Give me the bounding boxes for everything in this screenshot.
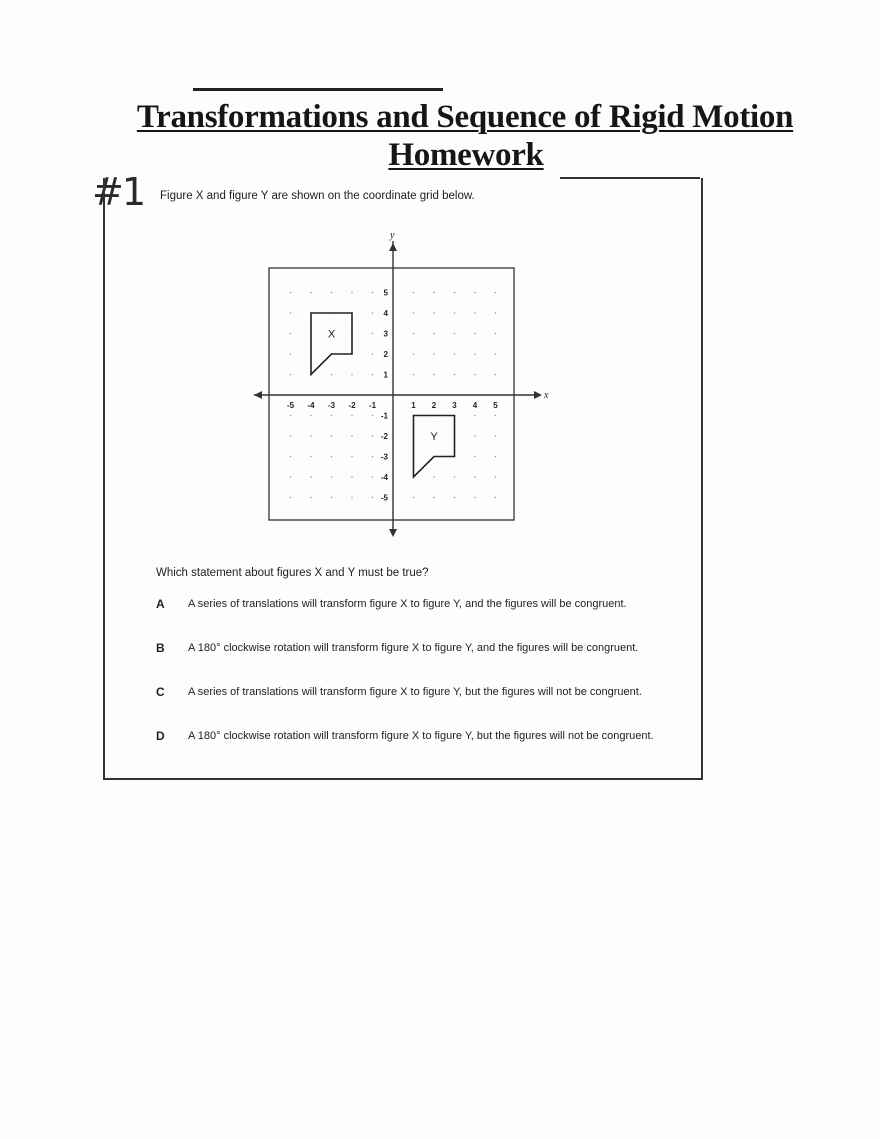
y-axis-label: y (390, 230, 395, 241)
coordinate-grid (240, 225, 560, 550)
grid-dot (310, 456, 312, 458)
grid-dot (310, 415, 312, 417)
grid-dot (433, 374, 435, 376)
y-tick-label: -5 (380, 493, 388, 503)
choice-text: A 180° clockwise rotation will transform figure X to figure Y, but the figures will not be congruent. (188, 730, 654, 742)
y-axis-up-arrow-icon (389, 243, 397, 251)
x-tick-label: 3 (452, 401, 457, 410)
x-tick-label: 2 (431, 401, 437, 410)
grid-dot (372, 435, 374, 437)
grid-dot (454, 292, 456, 294)
title-line-1: Transformations and Sequence of Rigid Motion (136, 99, 794, 135)
grid-dot (433, 292, 435, 294)
grid-dot (474, 333, 476, 335)
grid-dot (495, 353, 497, 355)
grid-dot (372, 374, 374, 376)
x-tick-label: -1 (368, 401, 377, 410)
grid-dot (372, 333, 374, 335)
choice-letter: C (156, 685, 165, 699)
figure-y (414, 416, 455, 478)
grid-dot (372, 292, 374, 294)
choice-text: A series of translations will transform figure X to figure Y, and the figures will be congruent. (188, 598, 627, 610)
grid-dot (372, 456, 374, 458)
grid-dot (331, 415, 333, 417)
grid-dot (413, 374, 415, 376)
grid-dot (351, 497, 353, 499)
grid-dot (372, 415, 374, 417)
grid-dot (372, 497, 374, 499)
grid-dot (331, 374, 333, 376)
coordinate-grid-svg (240, 225, 560, 550)
grid-dot (433, 333, 435, 335)
grid-dot (413, 353, 415, 355)
x-axis-right-arrow-icon (534, 391, 542, 399)
y-tick-label: 1 (383, 370, 388, 380)
x-tick-label: -4 (307, 401, 315, 410)
x-tick-label: 5 (493, 401, 498, 410)
grid-dot (310, 476, 312, 478)
grid-dot (351, 435, 353, 437)
figure-x-label: X (327, 328, 336, 341)
grid-dot (413, 292, 415, 294)
x-tick-label: 1 (411, 401, 416, 410)
grid-dot (331, 435, 333, 437)
grid-dot (433, 353, 435, 355)
grid-dot (310, 435, 312, 437)
grid-dot (474, 435, 476, 437)
grid-dot (372, 312, 374, 314)
grid-dot (331, 497, 333, 499)
top-rule (193, 88, 443, 91)
grid-dot (474, 456, 476, 458)
grid-dot (495, 292, 497, 294)
grid-dot (351, 476, 353, 478)
grid-dot (290, 476, 292, 478)
grid-dot (290, 353, 292, 355)
y-tick-label: 2 (383, 350, 388, 359)
y-tick-label: -3 (380, 452, 388, 462)
grid-dot (454, 497, 456, 499)
grid-dot (433, 497, 435, 499)
x-tick-label: -2 (348, 401, 356, 410)
question-text: Which statement about figures X and Y must be true? (156, 567, 429, 579)
problem-number: #1 (92, 170, 145, 214)
grid-dot (331, 476, 333, 478)
grid-dot (290, 435, 292, 437)
x-tick-label: 4 (472, 401, 478, 410)
grid-dot (413, 497, 415, 499)
grid-dot (454, 353, 456, 355)
grid-dot (290, 374, 292, 376)
grid-dot (454, 374, 456, 376)
grid-dot (413, 333, 415, 335)
figure-x (311, 313, 352, 375)
problem-prompt: Figure X and figure Y are shown on the coordinate grid below. (160, 190, 475, 202)
grid-dot (433, 476, 435, 478)
grid-dot (290, 415, 292, 417)
title-line-2: Homework (388, 137, 544, 173)
grid-dot (474, 476, 476, 478)
grid-dot (495, 497, 497, 499)
grid-dot (433, 312, 435, 314)
y-tick-label: 5 (383, 288, 388, 298)
grid-dot (351, 374, 353, 376)
grid-dot (474, 497, 476, 499)
grid-dot (495, 374, 497, 376)
grid-dot (454, 312, 456, 314)
grid-dot (495, 435, 497, 437)
grid-dot (474, 292, 476, 294)
grid-dot (495, 415, 497, 417)
grid-dot (454, 333, 456, 335)
choice-text: A series of translations will transform figure X to figure Y, but the figures will not be congruent. (188, 686, 642, 698)
grid-dot (290, 292, 292, 294)
x-tick-label: -5 (286, 401, 295, 410)
grid-dot (290, 497, 292, 499)
grid-dot (495, 312, 497, 314)
grid-dot (351, 415, 353, 417)
grid-dot (495, 476, 497, 478)
grid-dot (474, 353, 476, 355)
choice-letter: D (156, 729, 165, 743)
choice-text: A 180° clockwise rotation will transform figure X to figure Y, and the figures will be congruent. (188, 642, 639, 654)
box-top-border (560, 177, 700, 179)
y-tick-label: 4 (383, 309, 388, 318)
grid-dot (474, 415, 476, 417)
grid-dot (495, 456, 497, 458)
figure-y-label: Y (430, 431, 438, 443)
y-tick-label: 3 (383, 329, 388, 339)
choice-letter: B (156, 641, 165, 655)
grid-dot (290, 456, 292, 458)
grid-dot (310, 292, 312, 294)
grid-dot (310, 497, 312, 499)
grid-frame (269, 268, 514, 520)
grid-dot (413, 312, 415, 314)
grid-dot (351, 292, 353, 294)
grid-dot (331, 456, 333, 458)
page-title (0, 98, 880, 174)
x-axis-label: x (544, 390, 549, 401)
y-axis-down-arrow-icon (389, 529, 397, 537)
x-tick-label: -3 (327, 401, 336, 410)
grid-dot (290, 333, 292, 335)
choice-letter: A (156, 597, 165, 611)
x-axis-left-arrow-icon (254, 391, 262, 399)
y-tick-label: -4 (380, 473, 388, 482)
grid-dot (474, 312, 476, 314)
grid-dot (474, 374, 476, 376)
grid-dot (372, 476, 374, 478)
y-tick-label: -1 (380, 411, 388, 421)
grid-dot (351, 456, 353, 458)
grid-dot (331, 292, 333, 294)
grid-dot (495, 333, 497, 335)
grid-dot (290, 312, 292, 314)
y-tick-label: -2 (380, 432, 388, 441)
grid-dot (454, 476, 456, 478)
grid-dot (372, 353, 374, 355)
